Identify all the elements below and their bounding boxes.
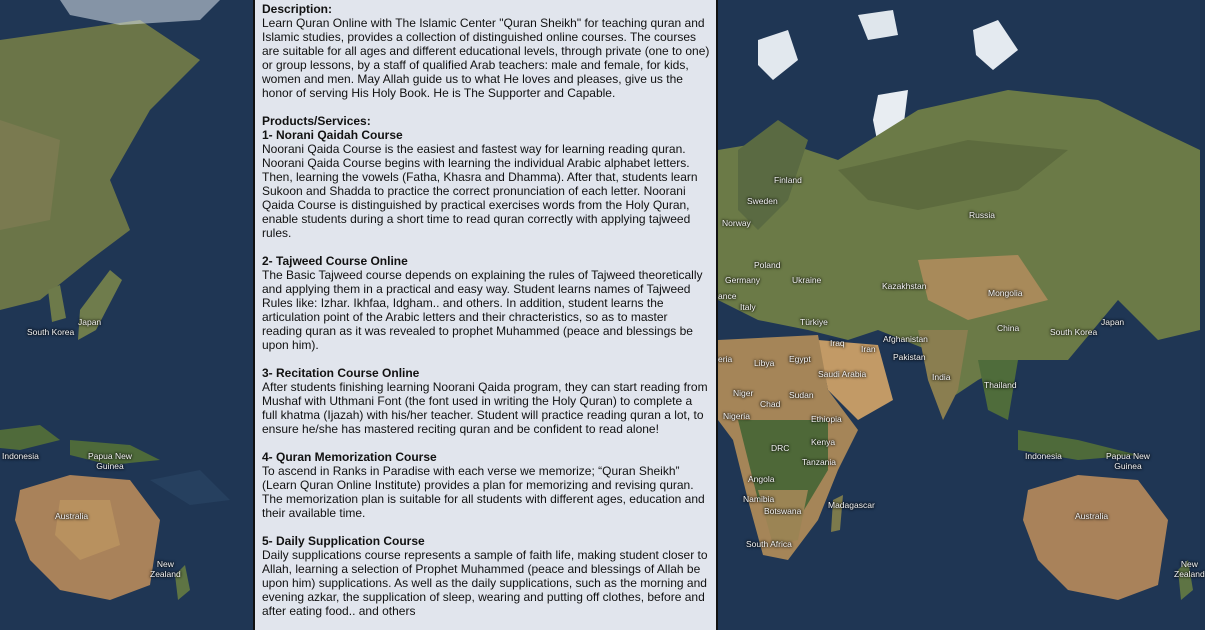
map-label-papua-new-guinea-right: Papua New Guinea bbox=[1106, 451, 1150, 471]
map-label-italy: Italy bbox=[740, 302, 756, 312]
course-description: Noorani Qaida Course is the easiest and fastest way for learning reading quran. Noorani Qaida Course begins with learning the individual Arabic alphabet letters. Then, learning the vowels (Fatha, Khasra and Dhamma). After that, students learn Sukoon and Shadda to practice the correct pronunciation of each letter. Noorani Qaida Course is distinguished by practical exercises words from the Holy Quran, enable students during a short time to read quran correctly with applying tajweed rules. bbox=[262, 142, 698, 240]
map-label-germany: Germany bbox=[725, 275, 760, 285]
map-label-south-korea: South Korea bbox=[27, 327, 75, 337]
description-heading: Description: bbox=[262, 2, 333, 16]
panel-content bbox=[255, 0, 716, 618]
description-text: Learn Quran Online with The Islamic Center "Quran Sheikh" for teaching quran and Islamic studies, provides a collection of distinguished online courses. The courses are suitable for all ages and different educational levels, through private (one to one) or group lessons, by a staff of qualified Arab teachers: male and female, for kids, women and men. May Allah guide us to what He loves and pleases, give us the honor of serving His Holy Book. He is The Supporter and Capable. bbox=[262, 16, 710, 100]
course-title: 4- Quran Memorization Course bbox=[262, 450, 437, 464]
map-label-turkey: Türkiye bbox=[800, 317, 828, 327]
map-label-saudi-arabia: Saudi Arabia bbox=[818, 369, 867, 379]
course-description: The Basic Tajweed course depends on explaining the rules of Tajweed theoretically and applying them in a practical and easy way. Student learns names of Tajweed Rules like: Izhar. Ikhfaa, Idgham.. and others. In addition, student learns the articulation point of the Arabic letters and their chracteristics, so as to master reading quran as it was revealed to prophet Muhammed (peace and blessings be upon him). bbox=[262, 268, 703, 352]
map-label-madagascar: Madagascar bbox=[828, 500, 875, 510]
course-title: 1- Norani Qaidah Course bbox=[262, 128, 403, 142]
satellite-map-right bbox=[718, 0, 1200, 630]
map-label-drc: DRC bbox=[771, 443, 790, 453]
map-right-pane[interactable] bbox=[718, 0, 1205, 630]
map-label-namibia: Namibia bbox=[743, 494, 775, 504]
map-label-australia-right: Australia bbox=[1075, 511, 1109, 521]
products-heading: Products/Services: bbox=[262, 114, 371, 128]
map-label-new-zealand-right: New Zealand bbox=[1174, 559, 1205, 579]
map-label-iraq: Iraq bbox=[830, 338, 845, 348]
map-label-ethiopia: Ethiopia bbox=[811, 414, 842, 424]
map-label-norway: Norway bbox=[722, 218, 751, 228]
map-label-tanzania: Tanzania bbox=[802, 457, 837, 467]
map-label-japan-right: Japan bbox=[1101, 317, 1125, 327]
map-label-ukraine: Ukraine bbox=[792, 275, 822, 285]
map-label-papua-new-guinea: Papua New Guinea bbox=[88, 451, 132, 471]
map-label-south-korea-right: South Korea bbox=[1050, 327, 1098, 337]
map-label-mongolia: Mongolia bbox=[988, 288, 1023, 298]
satellite-map-left bbox=[0, 0, 253, 630]
map-label-india: India bbox=[932, 372, 951, 382]
map-label-new-zealand: New Zealand bbox=[150, 559, 181, 579]
map-label-algeria: eria bbox=[718, 354, 733, 364]
map-label-france: ance bbox=[718, 291, 737, 301]
course-description: After students finishing learning Noorani Qaida program, they can start reading from Mushaf with Uthmani Font (the font used in writing the Holy Quran) to complete a full khatma (Ijazah) with his/her teacher. Student will practice reading quran a lot, to ensure he/she has mastered reciting quran and be confident to read alone! bbox=[262, 380, 708, 436]
map-left-pane[interactable] bbox=[0, 0, 253, 630]
map-label-finland: Finland bbox=[774, 175, 802, 185]
map-label-australia: Australia bbox=[55, 511, 89, 521]
course-title: 5- Daily Supplication Course bbox=[262, 534, 425, 548]
map-label-indonesia: Indonesia bbox=[2, 451, 39, 461]
map-label-poland: Poland bbox=[754, 260, 781, 270]
map-label-south-africa: South Africa bbox=[746, 539, 792, 549]
map-label-iran: Iran bbox=[861, 344, 876, 354]
map-label-sweden: Sweden bbox=[747, 196, 778, 206]
business-info-panel bbox=[253, 0, 718, 630]
map-label-niger: Niger bbox=[733, 388, 754, 398]
map-label-kazakhstan: Kazakhstan bbox=[882, 281, 927, 291]
map-label-russia: Russia bbox=[969, 210, 995, 220]
map-label-afghanistan: Afghanistan bbox=[883, 334, 928, 344]
map-label-sudan: Sudan bbox=[789, 390, 814, 400]
map-label-chad: Chad bbox=[760, 399, 781, 409]
map-label-china: China bbox=[997, 323, 1020, 333]
map-label-nigeria: Nigeria bbox=[723, 411, 750, 421]
course-title: 2- Tajweed Course Online bbox=[262, 254, 408, 268]
map-label-kenya: Kenya bbox=[811, 437, 836, 447]
map-label-indonesia-right: Indonesia bbox=[1025, 451, 1062, 461]
map-label-pakistan: Pakistan bbox=[893, 352, 926, 362]
map-label-angola: Angola bbox=[748, 474, 775, 484]
map-label-botswana: Botswana bbox=[764, 506, 802, 516]
course-description: To ascend in Ranks in Paradise with each verse we memorize; “Quran Sheikh” (Learn Quran Online Institute) provides a plan for memorizing and revising quran. The memorization plan is suitable for all students with different ages, education and their available time. bbox=[262, 464, 705, 520]
course-title: 3- Recitation Course Online bbox=[262, 366, 420, 380]
map-label-japan: Japan bbox=[78, 317, 102, 327]
map-label-libya: Libya bbox=[754, 358, 775, 368]
map-label-thailand: Thailand bbox=[984, 380, 1017, 390]
map-label-egypt: Egypt bbox=[789, 354, 811, 364]
course-description: Daily supplications course represents a sample of faith life, making student closer to Allah, learning a selection of Prophet Muhammed (peace and blessings of Allah be upon him) supplications. As well as the daily supplications, such as the morning and evening azkar, the supplication of sleep, wearing and putting off clothes, before and after eating food.. and others bbox=[262, 548, 708, 618]
